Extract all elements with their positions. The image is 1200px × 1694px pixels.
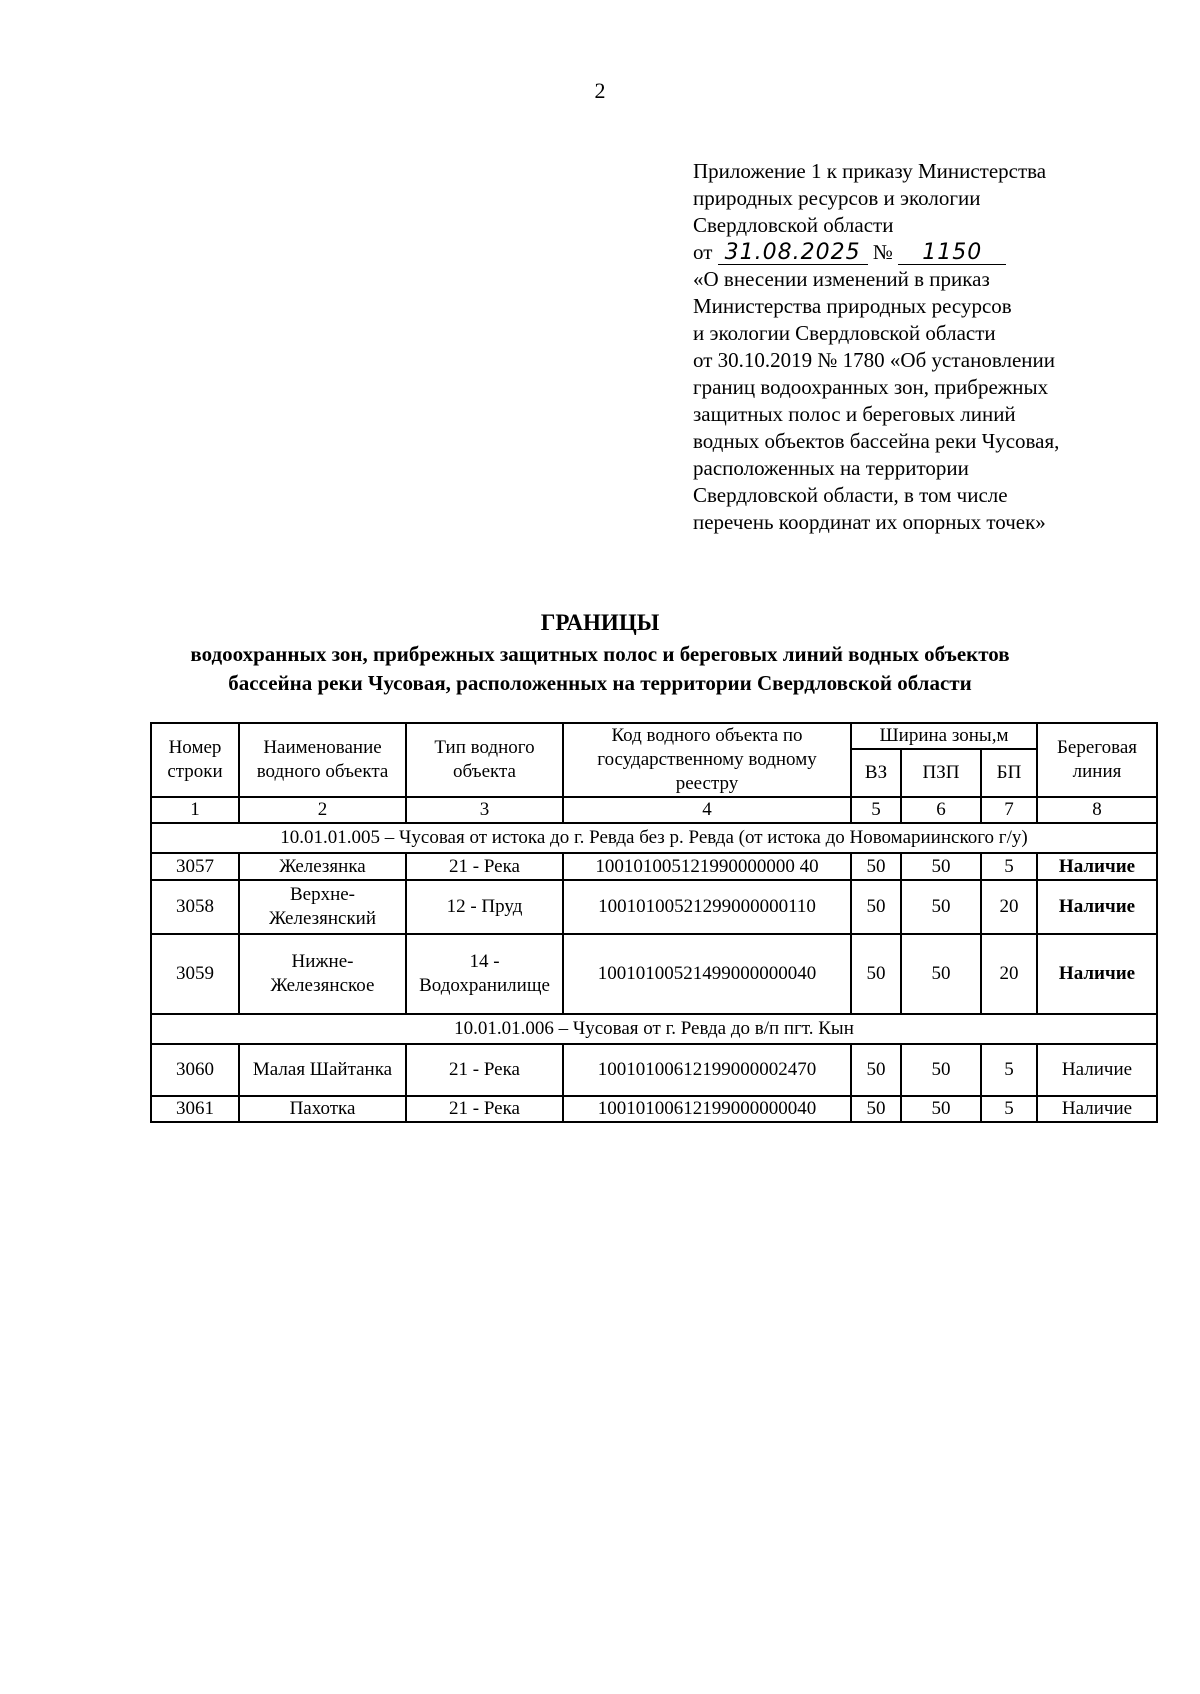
cell-bp: 5	[981, 1096, 1037, 1122]
cell-row-number: 3057	[151, 853, 239, 880]
handwritten-date: 31.08.2025	[718, 241, 868, 265]
header-width-group: Ширина зоны,м	[851, 723, 1037, 749]
cell-bp: 5	[981, 853, 1037, 880]
header-shoreline: Береговая линия	[1037, 723, 1157, 797]
group-heading: 10.01.01.006 – Чусовая от г. Ревда до в/п пгт. Кын	[151, 1014, 1157, 1044]
cell-pzp: 50	[901, 880, 981, 934]
header-type: Тип водного объекта	[406, 723, 563, 797]
cell-shoreline: Наличие	[1037, 1044, 1157, 1096]
column-number: 7	[981, 797, 1037, 823]
table-row	[151, 1096, 1157, 1122]
cell-vz: 50	[851, 934, 901, 1014]
header-name: Наименование водного объекта	[239, 723, 406, 797]
subtitle-line: бассейна реки Чусовая, расположенных на территории Свердловской области	[228, 671, 972, 695]
header-vz: ВЗ	[851, 749, 901, 797]
table-row	[151, 934, 1157, 1014]
appendix-header	[693, 158, 1173, 536]
appendix-quote-line: «О внесении изменений в приказ	[693, 267, 990, 291]
cell-row-number: 3059	[151, 934, 239, 1014]
cell-vz: 50	[851, 880, 901, 934]
cell-code: 10010100521499000000040	[563, 934, 851, 1014]
appendix-quote-line: водных объектов бассейна реки Чусовая,	[693, 429, 1060, 453]
table-row	[151, 853, 1157, 880]
cell-shoreline: Наличие	[1037, 934, 1157, 1014]
cell-row-number: 3058	[151, 880, 239, 934]
column-number: 8	[1037, 797, 1157, 823]
cell-pzp: 50	[901, 934, 981, 1014]
cell-shoreline: Наличие	[1037, 880, 1157, 934]
cell-type: 12 - Пруд	[406, 880, 563, 934]
cell-type: 14 - Водохранилище	[406, 934, 563, 1014]
header-row-number: Номер строки	[151, 723, 239, 797]
cell-shoreline: Наличие	[1037, 1096, 1157, 1122]
cell-type: 21 - Река	[406, 1096, 563, 1122]
column-number: 4	[563, 797, 851, 823]
document-subtitle	[140, 640, 1060, 698]
number-label: №	[872, 240, 893, 264]
cell-code: 10010100521299000000110	[563, 880, 851, 934]
cell-name: Малая Шайтанка	[239, 1044, 406, 1096]
handwritten-number: 1150	[898, 241, 1006, 265]
cell-row-number: 3061	[151, 1096, 239, 1122]
order-date-number-line	[693, 239, 1173, 266]
cell-pzp: 50	[901, 1044, 981, 1096]
cell-code: 100101005121990000000 40	[563, 853, 851, 880]
cell-bp: 5	[981, 1044, 1037, 1096]
appendix-quote-line: перечень координат их опорных точек»	[693, 510, 1046, 534]
page-number: 2	[594, 78, 606, 103]
group-heading: 10.01.01.005 – Чусовая от истока до г. Ревда без р. Ревда (от истока до Новомариинского г/у)	[151, 823, 1157, 853]
cell-type: 21 - Река	[406, 853, 563, 880]
table-row	[151, 880, 1157, 934]
cell-pzp: 50	[901, 1096, 981, 1122]
from-label: от	[693, 240, 713, 264]
header-bp: БП	[981, 749, 1037, 797]
column-number: 3	[406, 797, 563, 823]
column-number: 5	[851, 797, 901, 823]
cell-row-number: 3060	[151, 1044, 239, 1096]
appendix-quote-line: от 30.10.2019 № 1780 «Об установлении	[693, 348, 1056, 372]
appendix-line: природных ресурсов и экологии	[693, 186, 981, 210]
appendix-line: Приложение 1 к приказу Министерства	[693, 159, 1047, 183]
cell-pzp: 50	[901, 853, 981, 880]
column-number: 6	[901, 797, 981, 823]
cell-bp: 20	[981, 880, 1037, 934]
column-number: 2	[239, 797, 406, 823]
appendix-quote-line: Свердловской области, в том числе	[693, 483, 1008, 507]
cell-vz: 50	[851, 1096, 901, 1122]
cell-shoreline: Наличие	[1037, 853, 1157, 880]
appendix-quote-line: границ водоохранных зон, прибрежных	[693, 375, 1049, 399]
table-row	[151, 1044, 1157, 1096]
cell-type: 21 - Река	[406, 1044, 563, 1096]
cell-name: Верхне-Железянский	[239, 880, 406, 934]
header-code: Код водного объекта по государственному водному реестру	[563, 723, 851, 797]
cell-name: Нижне-Железянское	[239, 934, 406, 1014]
appendix-quote-line: Министерства природных ресурсов	[693, 294, 1012, 318]
appendix-quote-line: защитных полос и береговых линий	[693, 402, 1016, 426]
appendix-quote-line: и экологии Свердловской области	[693, 321, 996, 345]
cell-vz: 50	[851, 853, 901, 880]
document-title: ГРАНИЦЫ	[540, 610, 660, 635]
cell-name: Пахотка	[239, 1096, 406, 1122]
cell-code: 10010100612199000002470	[563, 1044, 851, 1096]
subtitle-line: водоохранных зон, прибрежных защитных полос и береговых линий водных объектов	[190, 642, 1010, 666]
header-pzp: ПЗП	[901, 749, 981, 797]
cell-vz: 50	[851, 1044, 901, 1096]
cell-bp: 20	[981, 934, 1037, 1014]
column-number-row	[151, 797, 1157, 823]
column-number: 1	[151, 797, 239, 823]
appendix-quote-line: расположенных на территории	[693, 456, 969, 480]
boundaries-table	[150, 722, 1158, 1123]
cell-code: 10010100612199000000040	[563, 1096, 851, 1122]
appendix-line: Свердловской области	[693, 213, 894, 237]
cell-name: Железянка	[239, 853, 406, 880]
